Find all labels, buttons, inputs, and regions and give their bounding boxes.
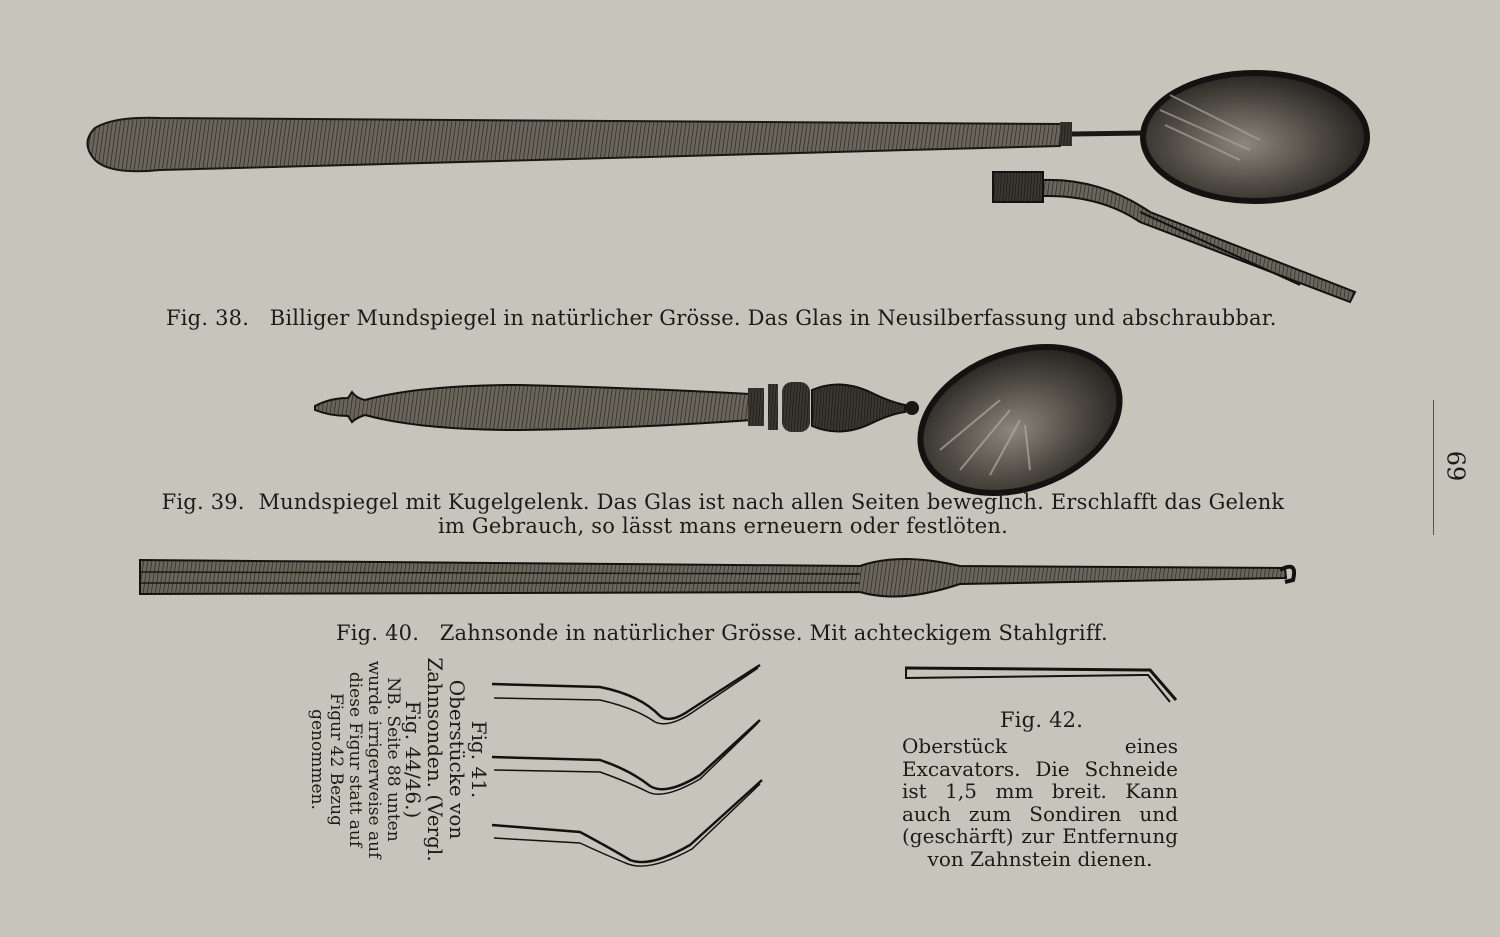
fig39-text-line1: Mundspiegel mit Kugelgelenk. Das Glas ist nach allen Seiten beweglich. Erschlafft das Gelenk [258, 490, 1285, 514]
page-number: 69 [1441, 450, 1470, 482]
fig39-caption [148, 490, 1298, 538]
fig38-mouth-mirror [88, 73, 1368, 302]
fig41-note: NB. Seite 88 unten wurde irrigerweise auf diese Figur statt auf Figur 42 Bezug genommen. [307, 660, 403, 859]
fig41-probe-tips [492, 665, 762, 866]
fig41-text: Oberstücke von Zahnsonden. (Vergl. Fig. 44/46.) [401, 657, 469, 862]
fig38-caption [166, 306, 1277, 330]
fig42-excavator-tip [905, 668, 1176, 702]
fig40-dental-probe [140, 559, 1294, 597]
fig40-caption [336, 621, 1108, 645]
fig41-label: Fig. 41. [467, 720, 491, 799]
fig42-text: Oberstück eines Excavators. Die Schneide ist 1,5 mm breit. Kann auch zum Sondiren und (geschärft) zur Entfernung von Zahnstein dienen. [902, 734, 1178, 871]
fig39-text-line2: im Gebrauch, so lässt mans erneuern oder festlöten. [438, 514, 1008, 538]
fig39-label: Fig. 39. [161, 490, 245, 514]
fig41-caption [298, 652, 498, 872]
fig38-text: Billiger Mundspiegel in natürlicher Grösse. Das Glas in Neusilberfassung und abschraubbar. [269, 306, 1277, 330]
fig40-label: Fig. 40. [336, 621, 420, 645]
page-number-rule [1433, 400, 1434, 535]
fig42-label: Fig. 42. [1000, 708, 1084, 732]
fig40-text: Zahnsonde in natürlicher Grösse. Mit achteckigem Stahlgriff. [439, 621, 1108, 645]
fig38-label: Fig. 38. [166, 306, 250, 330]
